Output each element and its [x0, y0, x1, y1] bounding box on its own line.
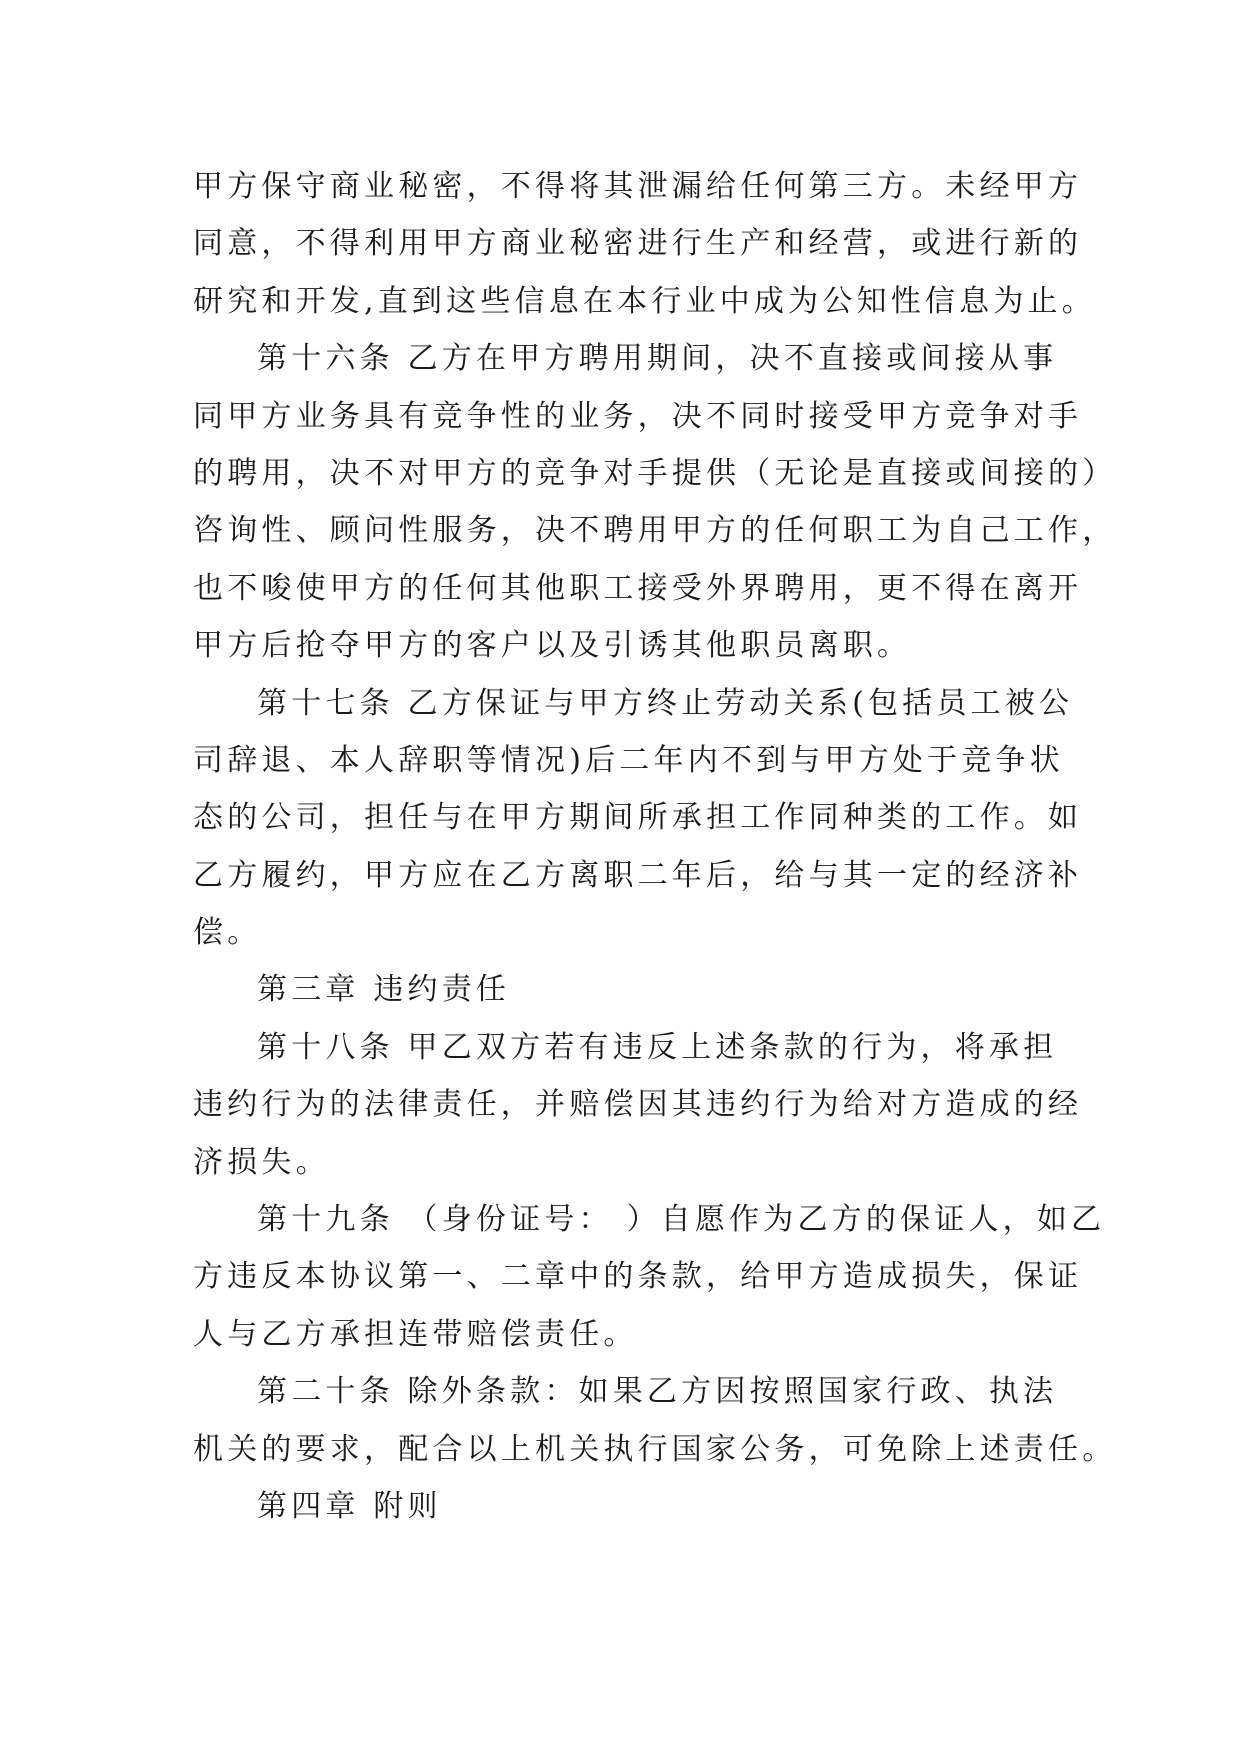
text-line: 偿。 [193, 915, 262, 951]
chapter-4-heading: 第四章 附则 [257, 1488, 442, 1524]
text-line: 咨询性、顾问性服务，决不聘用甲方的任何职工为自己工作， [193, 513, 1117, 549]
text-line: 方违反本协议第一、二章中的条款，给甲方造成损失，保证 [193, 1259, 1083, 1295]
text-line: 同甲方业务具有竞争性的业务，决不同时接受甲方竞争对手 [193, 398, 1083, 434]
text-line: 司辞退、本人辞职等情况)后二年内不到与甲方处于竞争状 [193, 742, 1064, 778]
article-18-heading-line: 第十八条 甲乙双方若有违反上述条款的行为，将承担 [257, 1029, 1058, 1065]
text-line: 机关的要求，配合以上机关执行国家公务，可免除上述责任。 [193, 1431, 1117, 1467]
chapter-3-heading: 第三章 违约责任 [257, 972, 511, 1008]
text-line: 也不唆使甲方的任何其他职工接受外界聘用，更不得在离开 [193, 570, 1083, 606]
article-16-heading-line: 第十六条 乙方在甲方聘用期间，决不直接或间接从事 [257, 341, 1058, 377]
text-line: 态的公司，担任与在甲方期间所承担工作同种类的工作。如 [193, 800, 1083, 836]
article-20-heading-line: 第二十条 除外条款：如果乙方因按照国家行政、执法 [257, 1374, 1058, 1410]
text-line: 甲方保守商业秘密，不得将其泄漏给任何第三方。未经甲方 [193, 169, 1083, 204]
text-line: 研究和开发,直到这些信息在本行业中成为公知性信息为止。 [193, 283, 1096, 319]
text-line: 人与乙方承担连带赔偿责任。 [193, 1316, 638, 1352]
text-line: 违约行为的法律责任，并赔偿因其违约行为给对方造成的经 [193, 1087, 1083, 1123]
article-19-heading-line: 第十九条 （身份证号： ）自愿作为乙方的保证人，如乙 [257, 1202, 1106, 1238]
text-line: 同意，不得利用甲方商业秘密进行生产和经营，或进行新的 [193, 226, 1083, 262]
text-line: 乙方履约，甲方应在乙方离职二年后，给与其一定的经济补 [193, 857, 1083, 893]
text-line: 甲方后抢夺甲方的客户以及引诱其他职员离职。 [193, 628, 912, 664]
text-line: 济损失。 [193, 1144, 330, 1180]
text-line: 的聘用，决不对甲方的竞争对手提供（无论是直接或间接的） [193, 455, 1117, 491]
document-body [193, 158, 1117, 1535]
article-17-heading-line: 第十七条 乙方保证与甲方终止劳动关系(包括员工被公 [257, 685, 1074, 721]
